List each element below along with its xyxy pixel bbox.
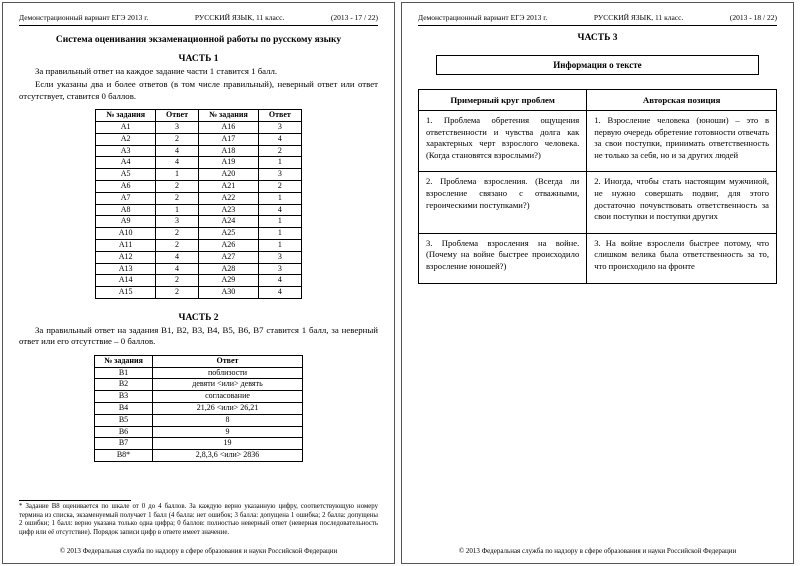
table-row xyxy=(419,233,777,283)
table-cell: В2 xyxy=(95,379,153,391)
part2-heading: ЧАСТЬ 2 xyxy=(178,312,219,323)
table-cell: В6 xyxy=(95,426,153,438)
problems-col-header: Примерный круг проблем xyxy=(419,90,587,111)
table-cell: 19 xyxy=(153,438,303,450)
page-18 xyxy=(401,2,794,564)
footnote-block xyxy=(19,500,378,555)
table-row xyxy=(95,426,303,438)
table-cell: 2 xyxy=(156,192,199,204)
table-row xyxy=(96,251,302,263)
table-cell: 1 xyxy=(258,239,301,251)
table-cell: А18 xyxy=(199,145,259,157)
footnote-separator xyxy=(19,500,131,501)
part1-heading: ЧАСТЬ 1 xyxy=(178,53,219,64)
table-row xyxy=(96,228,302,240)
part1-col-header: № задания xyxy=(199,110,259,122)
part1-col-header: Ответ xyxy=(156,110,199,122)
table-cell: 2. Иногда, чтобы стать настоящим мужчиной, не нужно совершать подвиг, для этого достаточно почувствовать ответственность за свои поступки и поступки других xyxy=(587,172,777,233)
table-cell: согласование xyxy=(153,391,303,403)
table-cell: 1 xyxy=(156,169,199,181)
table-row xyxy=(419,172,777,233)
table-cell: девяти <или> девять xyxy=(153,379,303,391)
table-cell: А13 xyxy=(96,263,156,275)
table-row xyxy=(96,263,302,275)
table-row xyxy=(419,111,777,172)
document-title: Система оценивания экзаменационной работы по русскому языку xyxy=(55,35,342,45)
table-cell: В5 xyxy=(95,414,153,426)
table-cell: 1. Проблема обретения ощущения ответственности и чувства долга как характерных черт взрослого человека. (Когда становятся взрослыми?) xyxy=(419,111,587,172)
table-cell: 2 xyxy=(156,287,199,299)
table-cell: 1 xyxy=(258,192,301,204)
table-cell: А22 xyxy=(199,192,259,204)
problems-table-body xyxy=(419,111,777,284)
table-row xyxy=(96,275,302,287)
table-cell: 2 xyxy=(156,228,199,240)
table-cell: А4 xyxy=(96,157,156,169)
table-cell: 4 xyxy=(156,263,199,275)
table-row xyxy=(96,216,302,228)
table-cell: 2,8,3,6 <или> 2836 xyxy=(153,450,303,462)
table-row xyxy=(95,379,303,391)
part1-table-header-row xyxy=(96,110,302,122)
table-row xyxy=(96,192,302,204)
table-cell: В8* xyxy=(95,450,153,462)
table-cell: А1 xyxy=(96,121,156,133)
table-cell: 2 xyxy=(258,180,301,192)
table-cell: А29 xyxy=(199,275,259,287)
table-cell: В3 xyxy=(95,391,153,403)
table-cell: А19 xyxy=(199,157,259,169)
header-variant: Демонстрационный вариант ЕГЭ 2013 г. xyxy=(418,13,548,22)
table-cell: А25 xyxy=(199,228,259,240)
table-cell: А3 xyxy=(96,145,156,157)
part1-answers-table xyxy=(95,109,302,299)
table-row xyxy=(95,402,303,414)
table-cell: А30 xyxy=(199,287,259,299)
page-17 xyxy=(2,2,395,564)
table-cell: В7 xyxy=(95,438,153,450)
table-cell: 4 xyxy=(156,145,199,157)
part1-col-header: Ответ xyxy=(258,110,301,122)
header-subject: РУССКИЙ ЯЗЫК, 11 класс. xyxy=(593,13,684,22)
table-cell: А27 xyxy=(199,251,259,263)
info-about-text-box: Информация о тексте xyxy=(436,55,759,75)
table-row xyxy=(96,169,302,181)
table-cell: 1 xyxy=(258,228,301,240)
table-cell: А12 xyxy=(96,251,156,263)
table-cell: 2. Проблема взросления. (Всегда ли взросление связано с отважными, героическими поступками?) xyxy=(419,172,587,233)
table-row xyxy=(95,450,303,462)
page-header xyxy=(418,13,777,26)
table-row xyxy=(96,121,302,133)
part2-col-header: № задания xyxy=(95,355,153,367)
table-cell: 4 xyxy=(258,287,301,299)
table-cell: 3. Проблема взросления на войне. (Почему на войне быстрее происходило взросление юношей?) xyxy=(419,233,587,283)
part2-answers-table xyxy=(94,355,303,462)
table-cell: 8 xyxy=(153,414,303,426)
table-cell: 21,26 <или> 26,21 xyxy=(153,402,303,414)
part1-intro-line1: За правильный ответ на каждое задание части 1 ставится 1 балл. xyxy=(35,65,278,76)
table-row xyxy=(96,145,302,157)
part3-heading: ЧАСТЬ 3 xyxy=(577,33,618,43)
table-row xyxy=(95,367,303,379)
table-cell: 2 xyxy=(156,180,199,192)
header-page-marker: (2013 - 17 / 22) xyxy=(330,13,378,22)
table-cell: А9 xyxy=(96,216,156,228)
positions-col-header: Авторская позиция xyxy=(587,90,777,111)
table-row xyxy=(96,239,302,251)
table-cell: А10 xyxy=(96,228,156,240)
page-footer: © 2013 Федеральная служба по надзору в сфере образования и науки Российской Федерации xyxy=(59,547,338,555)
table-cell: 1 xyxy=(258,216,301,228)
table-cell: 3 xyxy=(258,169,301,181)
part1-intro-line2: Если указаны два и более ответов (в том числе правильный), неверный ответ или ответ отсутствует, ставится 0 баллов. xyxy=(19,79,378,101)
table-cell: 3 xyxy=(258,251,301,263)
table-cell: 2 xyxy=(156,133,199,145)
table-cell: А6 xyxy=(96,180,156,192)
table-row xyxy=(96,180,302,192)
table-cell: А28 xyxy=(199,263,259,275)
part2-col-header: Ответ xyxy=(153,355,303,367)
table-row xyxy=(95,414,303,426)
page-header xyxy=(19,13,378,26)
table-cell: А14 xyxy=(96,275,156,287)
footnote-text: * Задание В8 оценивается по шкале от 0 до 4 баллов. За каждую верно указанную цифру, соответствующую номеру термина из списка, экзаменуемый получает 1 балл (4 балла: нет ошибок; 3 балла: допущена 1 ошибка; 2 балла: допущены 2 ошибки; 1 балл: верно указана только одна цифра; 0 баллов: полностью неверный ответ (неверная последовательность цифр или её отсутствие). Порядок записи цифр в ответе имеет значение. xyxy=(19,502,378,537)
table-cell: В4 xyxy=(95,402,153,414)
table-cell: 3 xyxy=(258,121,301,133)
table-cell: А15 xyxy=(96,287,156,299)
table-cell: А2 xyxy=(96,133,156,145)
table-cell: 2 xyxy=(258,145,301,157)
page-footer: © 2013 Федеральная служба по надзору в сфере образования и науки Российской Федерации xyxy=(458,547,737,555)
table-cell: 1 xyxy=(156,204,199,216)
table-row xyxy=(96,204,302,216)
table-cell: А23 xyxy=(199,204,259,216)
table-cell: 4 xyxy=(258,275,301,287)
table-cell: А16 xyxy=(199,121,259,133)
table-cell: 4 xyxy=(258,133,301,145)
header-subject: РУССКИЙ ЯЗЫК, 11 класс. xyxy=(194,13,285,22)
table-cell: 3 xyxy=(156,121,199,133)
part2-table-body xyxy=(95,367,303,461)
table-cell: 9 xyxy=(153,426,303,438)
table-cell: 4 xyxy=(258,204,301,216)
header-page-marker: (2013 - 18 / 22) xyxy=(729,13,777,22)
table-cell: 2 xyxy=(156,275,199,287)
table-row xyxy=(95,391,303,403)
table-cell: 3. На войне взрослели быстрее потому, что слишком велика была ответственность за то, что происходило на фронте xyxy=(587,233,777,283)
part1-table-body xyxy=(96,121,302,298)
table-cell: А24 xyxy=(199,216,259,228)
problems-positions-table xyxy=(418,89,777,284)
table-cell: А20 xyxy=(199,169,259,181)
table-cell: 1 xyxy=(258,157,301,169)
table-cell: А17 xyxy=(199,133,259,145)
table-cell: А11 xyxy=(96,239,156,251)
table-cell: поблизости xyxy=(153,367,303,379)
table-cell: 4 xyxy=(156,251,199,263)
part2-intro: За правильный ответ на задания В1, В2, В3, В4, В5, В6, В7 ставится 1 балл, за неверный ответ или его отсутствие – 0 баллов. xyxy=(19,324,378,347)
table-cell: 2 xyxy=(156,239,199,251)
part1-col-header: № задания xyxy=(96,110,156,122)
part2-table-header-row xyxy=(95,355,303,367)
table-cell: А7 xyxy=(96,192,156,204)
table-cell: А26 xyxy=(199,239,259,251)
table-cell: 4 xyxy=(156,157,199,169)
table-row xyxy=(95,438,303,450)
table-cell: А5 xyxy=(96,169,156,181)
problems-table-header-row xyxy=(419,90,777,111)
table-cell: А21 xyxy=(199,180,259,192)
table-cell: А8 xyxy=(96,204,156,216)
footer-block xyxy=(418,538,777,555)
table-cell: 1. Взросление человека (юноши) – это в первую очередь обретение готовности отвечать за свои поступки, принимать ответственность не только за себя, но и за других людей xyxy=(587,111,777,172)
table-row xyxy=(96,157,302,169)
table-cell: 3 xyxy=(156,216,199,228)
table-row xyxy=(96,133,302,145)
header-variant: Демонстрационный вариант ЕГЭ 2013 г. xyxy=(19,13,149,22)
table-cell: 3 xyxy=(258,263,301,275)
table-row xyxy=(96,287,302,299)
table-cell: В1 xyxy=(95,367,153,379)
